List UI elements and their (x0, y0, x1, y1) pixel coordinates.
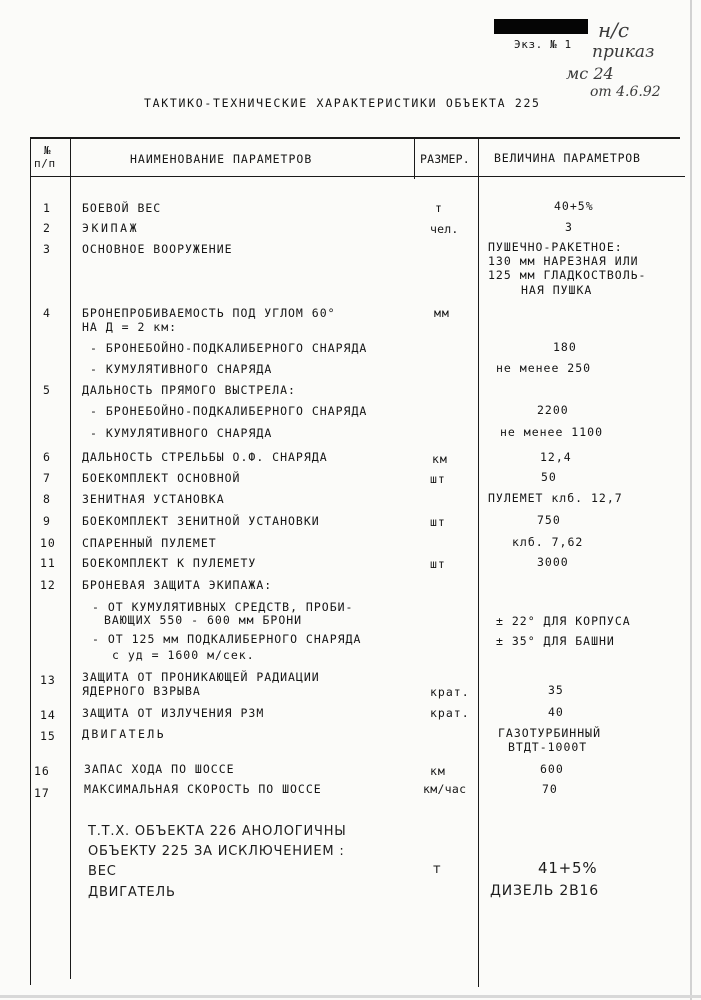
row-15-name: ДВИГАТЕЛЬ (82, 727, 166, 741)
header-number-abbr: п/п (34, 157, 56, 170)
row-9-number: 9 (43, 514, 51, 528)
handwritten-note-line-3: мс 24 (566, 64, 614, 83)
row-12-sub-2-name-line-1: - ОТ 125 мм ПОДКАЛИБЕРНОГО СНАРЯДА (92, 632, 362, 646)
row-5-sub-2-value: не менее 1100 (500, 425, 604, 439)
handwritten-note-line-2: приказ (592, 42, 655, 62)
row-3-name: ОСНОВНОЕ ВООРУЖЕНИЕ (82, 242, 233, 256)
page-bottom-edge (0, 995, 701, 998)
note-item-engine-value: ДИЗЕЛЬ 2В16 (490, 883, 599, 899)
row-8-value: ПУЛЕМЕТ клб. 12,7 (488, 491, 623, 505)
row-7-name: БОЕКОМПЛЕКТ ОСНОВНОЙ (82, 471, 241, 485)
note-item-weight-value: 41+5% (538, 859, 598, 877)
row-12-sub-2-name-line-2: с уд = 1600 м/сек. (112, 648, 255, 662)
row-13-value: 35 (548, 683, 564, 697)
note-item-weight-name: ВЕС (88, 864, 117, 879)
row-11-value: 3000 (537, 555, 569, 569)
note-item-engine-name: ДВИГАТЕЛЬ (88, 885, 176, 900)
row-4-sub-1-value: 180 (553, 340, 577, 354)
row-5-sub-2-name: - КУМУЛЯТИВНОГО СНАРЯДА (90, 426, 273, 440)
table-top-rule (30, 137, 680, 139)
note-line-2: ОБЪЕКТУ 225 ЗА ИСКЛЮЧЕНИЕМ : (88, 844, 345, 859)
row-5-name: ДАЛЬНОСТЬ ПРЯМОГО ВЫСТРЕЛА: (82, 383, 296, 397)
redaction-bar (494, 19, 588, 34)
row-12-sub-1-name-line-1: - ОТ КУМУЛЯТИВНЫХ СРЕДСТВ, ПРОБИ- (92, 600, 354, 614)
note-item-weight-unit: т (433, 862, 442, 877)
row-14-number: 14 (40, 708, 56, 722)
handwritten-note-line-1: н/с (598, 18, 630, 42)
header-number-sign: № (44, 144, 52, 157)
row-13-number: 13 (40, 673, 56, 687)
header-unit: РАЗМЕР. (420, 152, 470, 166)
row-3-number: 3 (43, 242, 51, 256)
table-left-rule (30, 137, 31, 985)
row-9-name: БОЕКОМПЛЕКТ ЗЕНИТНОЙ УСТАНОВКИ (82, 514, 320, 528)
row-13-name-line-1: ЗАЩИТА ОТ ПРОНИКАЮЩЕЙ РАДИАЦИИ (82, 670, 320, 684)
row-5-number: 5 (43, 383, 51, 397)
table-header-rule (30, 176, 685, 177)
row-12-number: 12 (40, 578, 56, 592)
row-11-number: 11 (40, 556, 56, 570)
row-14-name: ЗАЩИТА ОТ ИЗЛУЧЕНИЯ РЗМ (82, 706, 265, 720)
column-divider-unit (414, 137, 415, 179)
row-9-unit: шт (430, 515, 446, 529)
row-12-sub-2-value: ± 35° ДЛЯ БАШНИ (496, 634, 615, 648)
row-2-value: 3 (565, 220, 573, 234)
row-9-value: 750 (537, 513, 561, 527)
row-2-name: ЭКИПАЖ (82, 221, 140, 235)
header-value: ВЕЛИЧИНА ПАРАМЕТРОВ (494, 151, 641, 165)
row-12-sub-1-value: ± 22° ДЛЯ КОРПУСА (496, 614, 631, 628)
row-3-value-line-1: ПУШЕЧНО-РАКЕТНОЕ: (488, 240, 623, 254)
row-11-name: БОЕКОМПЛЕКТ К ПУЛЕМЕТУ (82, 556, 257, 570)
row-6-value: 12,4 (540, 450, 572, 464)
row-6-unit: км (432, 452, 448, 466)
row-14-value: 40 (548, 705, 564, 719)
row-6-name: ДАЛЬНОСТЬ СТРЕЛЬБЫ О.Ф. СНАРЯДА (82, 450, 328, 464)
row-8-number: 8 (43, 492, 51, 506)
row-4-number: 4 (43, 306, 51, 320)
row-6-number: 6 (43, 450, 51, 464)
row-13-name-line-2: ЯДЕРНОГО ВЗРЫВА (82, 684, 201, 698)
row-10-value: клб. 7,62 (512, 535, 584, 549)
page-right-edge (690, 0, 692, 1000)
row-16-unit: км (430, 764, 446, 778)
row-3-value-line-3: 125 мм ГЛАДКОСТВОЛЬ- (488, 268, 647, 282)
row-1-value: 40+5% (554, 199, 594, 213)
row-1-unit: т (435, 201, 443, 215)
row-3-value-line-4: НАЯ ПУШКА (521, 283, 593, 297)
row-7-unit: шт (430, 472, 446, 486)
row-7-value: 50 (541, 470, 557, 484)
row-11-unit: шт (430, 557, 446, 571)
row-13-unit: крат. (430, 685, 470, 699)
header-parameter-name: НАИМЕНОВАНИЕ ПАРАМЕТРОВ (130, 152, 313, 166)
row-10-name: СПАРЕННЫЙ ПУЛЕМЕТ (82, 536, 217, 550)
row-16-number: 16 (34, 764, 50, 778)
row-7-number: 7 (43, 471, 51, 485)
row-5-sub-1-value: 2200 (537, 403, 569, 417)
row-15-value-line-1: ГАЗОТУРБИННЫЙ (498, 726, 602, 740)
row-16-value: 600 (540, 762, 564, 776)
handwritten-note-line-4: от 4.6.92 (590, 84, 661, 100)
row-2-number: 2 (43, 221, 51, 235)
row-5-sub-1-name: - БРОНЕБОЙНО-ПОДКАЛИБЕРНОГО СНАРЯДА (90, 404, 368, 418)
row-10-number: 10 (40, 536, 56, 550)
row-12-sub-1-name-line-2: ВАЮЩИХ 550 - 600 мм БРОНИ (104, 613, 303, 627)
row-2-unit: чел. (430, 222, 459, 236)
row-15-number: 15 (40, 729, 56, 743)
row-8-name: ЗЕНИТНАЯ УСТАНОВКА (82, 492, 225, 506)
note-line-1: Т.Т.Х. ОБЪЕКТА 226 АНОЛОГИЧНЫ (88, 824, 347, 839)
row-15-value-line-2: ВТДТ-1000Т (508, 740, 588, 754)
row-17-number: 17 (34, 786, 50, 800)
row-14-unit: крат. (430, 706, 470, 720)
row-17-name: МАКСИМАЛЬНАЯ СКОРОСТЬ ПО ШОССЕ (84, 782, 322, 796)
row-17-value: 70 (542, 782, 558, 796)
copy-label: Экз. № 1 (514, 38, 572, 51)
row-1-name: БОЕВОЙ ВЕС (82, 201, 162, 215)
page-title: ТАКТИКО-ТЕХНИЧЕСКИЕ ХАРАКТЕРИСТИКИ ОБЪЕКТА 225 (144, 96, 541, 110)
row-4-sub-1-name: - БРОНЕБОЙНО-ПОДКАЛИБЕРНОГО СНАРЯДА (90, 341, 368, 355)
row-3-value-line-2: 130 мм НАРЕЗНАЯ ИЛИ (488, 254, 639, 268)
column-divider-value (478, 137, 479, 987)
row-12-name: БРОНЕВАЯ ЗАЩИТА ЭКИПАЖА: (82, 578, 273, 592)
row-4-sub-2-value: не менее 250 (496, 361, 592, 375)
row-4-name-line-2: НА Д = 2 км: (82, 320, 178, 334)
row-4-sub-2-name: - КУМУЛЯТИВНОГО СНАРЯДА (90, 362, 273, 376)
row-16-name: ЗАПАС ХОДА ПО ШОССЕ (84, 762, 235, 776)
row-4-name-line-1: БРОНЕПРОБИВАЕМОСТЬ ПОД УГЛОМ 60° (82, 306, 336, 320)
row-1-number: 1 (43, 201, 51, 215)
column-divider-number (70, 137, 71, 979)
row-4-unit: мм (434, 306, 450, 320)
row-17-unit: км/час (423, 782, 467, 796)
